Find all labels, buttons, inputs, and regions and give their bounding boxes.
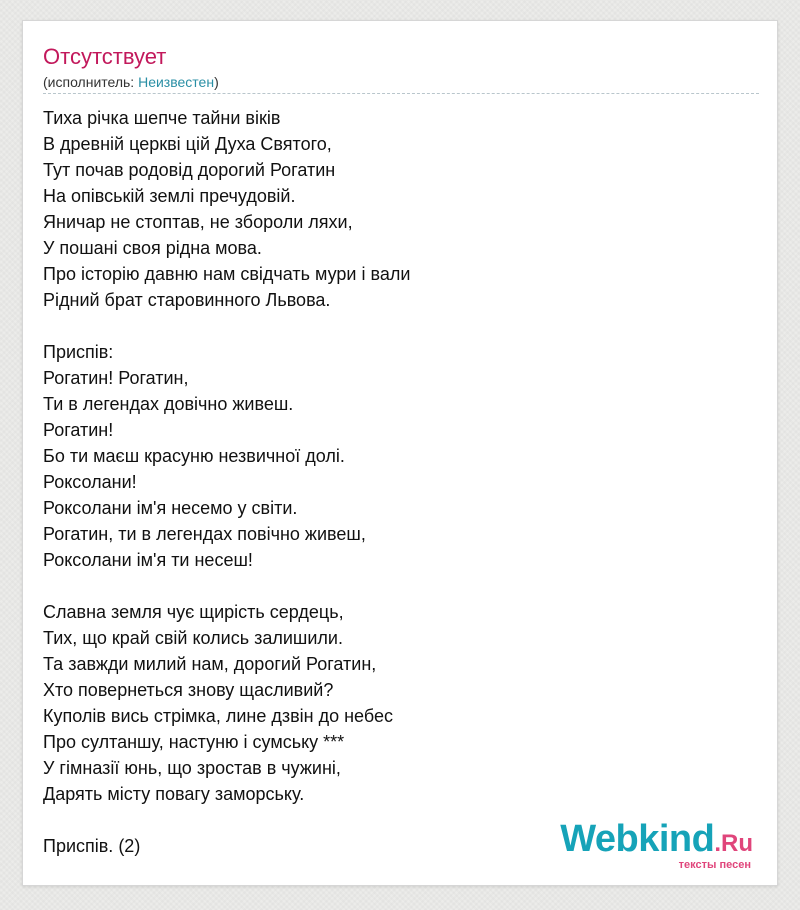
lyric-line: Рідний брат старовинного Львова. (43, 290, 331, 310)
artist-link[interactable]: Неизвестен (138, 74, 215, 90)
artist-line (43, 73, 219, 91)
logo-suffix: .Ru (714, 830, 753, 857)
lyric-line: Хто повернеться знову щасливий? (43, 680, 334, 700)
lyric-line: Дарять місту повагу заморську. (43, 784, 305, 804)
stanza-break (43, 573, 759, 599)
artist-suffix: ) (214, 74, 219, 90)
logo-tagline: тексты песен (678, 859, 751, 871)
lyric-line: Роксолани ім'я несемо у світи. (43, 498, 298, 518)
webkind-logo[interactable] (560, 820, 753, 871)
artist-prefix: (исполнитель: (43, 74, 139, 90)
stanza-break (43, 313, 759, 339)
logo-name: Webkind (560, 818, 715, 860)
song-title: Отсутствует (43, 44, 167, 69)
lyric-line: Тут почав родовід дорогий Рогатин (43, 160, 336, 180)
lyric-line: Куполів вись стрімка, лине дзвін до небес (43, 706, 393, 726)
logo-wordmark (560, 820, 753, 863)
lyric-line: Роксолани! (43, 472, 137, 492)
lyric-line: Яничар не стоптав, не збороли ляхи, (43, 212, 353, 232)
lyric-line: Роксолани ім'я ти несеш! (43, 550, 253, 570)
lyric-line: Про історію давню нам свідчать мури і вали (43, 264, 411, 284)
lyric-line: Приспів: (43, 342, 114, 362)
lyric-line: Тиха річка шепче тайни віків (43, 108, 281, 128)
lyric-line: Тих, що край свій колись залишили. (43, 628, 343, 648)
lyric-line: У гімназії юнь, що зростав в чужині, (43, 758, 341, 778)
lyric-line: На опівській землі пречудовій. (43, 186, 296, 206)
lyric-line: Славна земля чує щирість сердець, (43, 602, 344, 622)
lyrics-card (22, 20, 778, 886)
lyric-line: Про султаншу, настуню і сумську *** (43, 732, 345, 752)
lyric-line: В древній церкві цій Духа Святого, (43, 134, 332, 154)
title-divider (43, 93, 759, 94)
lyric-line: Бо ти маєш красуню незвичної долі. (43, 446, 345, 466)
lyric-line: У пошані своя рідна мова. (43, 238, 262, 258)
lyrics-text (43, 105, 759, 859)
lyric-line: Рогатин, ти в легендах повічно живеш, (43, 524, 366, 544)
lyric-line: Рогатин! (43, 420, 114, 440)
lyric-line: Приспів. (2) (43, 836, 141, 856)
lyric-line: Та завжди милий нам, дорогий Рогатин, (43, 654, 377, 674)
lyric-line: Рогатин! Рогатин, (43, 368, 189, 388)
lyric-line: Ти в легендах довічно живеш. (43, 394, 294, 414)
